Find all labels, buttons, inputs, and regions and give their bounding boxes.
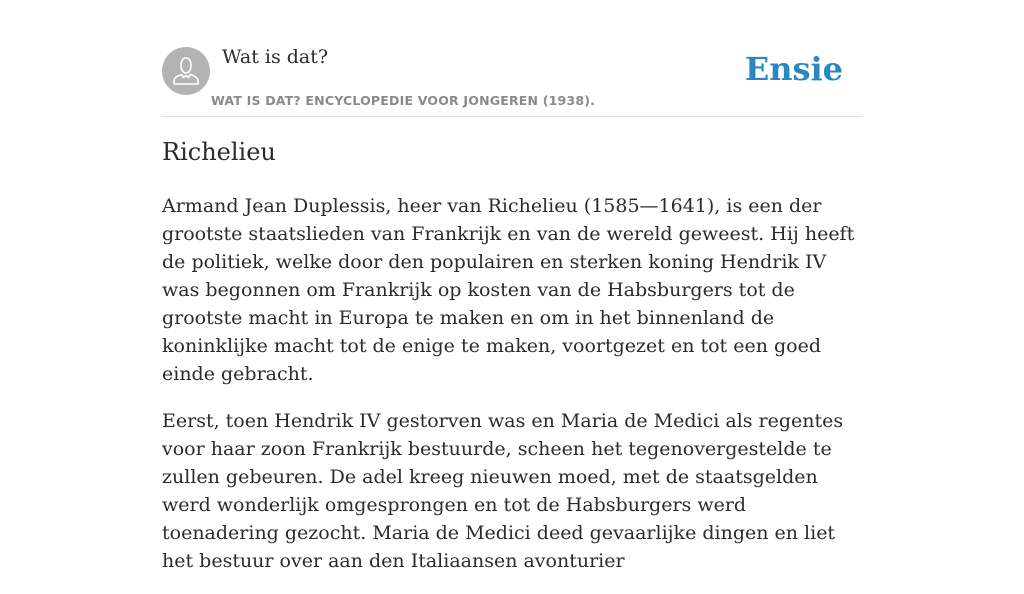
article-paragraph: Eerst, toen Hendrik IV gestorven was en Maria de Medici als regentes voor haar zoon Frankrijk bestuurde, scheen het tegenovergestelde te zullen gebeuren. De adel kreeg nieuwen moed, met de staatsgelden werd wonderlijk omgesprongen en tot de Habsburgers werd toenadering gezocht. Maria de Medici deed gevaarlijke dingen en liet het bestuur over aan den Italiaansen avonturier xyxy=(162,410,844,572)
source-citation: WAT IS DAT? ENCYCLOPEDIE VOOR JONGEREN (1938). xyxy=(211,93,596,108)
author-avatar[interactable] xyxy=(162,47,210,95)
article-body xyxy=(162,192,868,594)
article-title: Richelieu xyxy=(162,138,276,166)
article-header xyxy=(162,46,862,117)
brand-logo[interactable]: Ensie xyxy=(744,50,843,88)
article-paragraph: Armand Jean Duplessis, heer van Richelieu (1585—1641), is een der grootste staatslieden van Frankrijk en van de wereld geweest. Hij heeft de politiek, welke door den populairen en sterken koning Hendrik IV was begonnen om Frankrijk op kosten van de Habsburgers tot de grootste macht in Europa te maken en om in het binnenland de koninklijke macht tot de enige te maken, voortgezet en tot een goed einde gebracht. xyxy=(162,195,855,385)
user-silhouette-icon xyxy=(162,47,210,95)
author-name[interactable]: Wat is dat? xyxy=(222,46,329,68)
